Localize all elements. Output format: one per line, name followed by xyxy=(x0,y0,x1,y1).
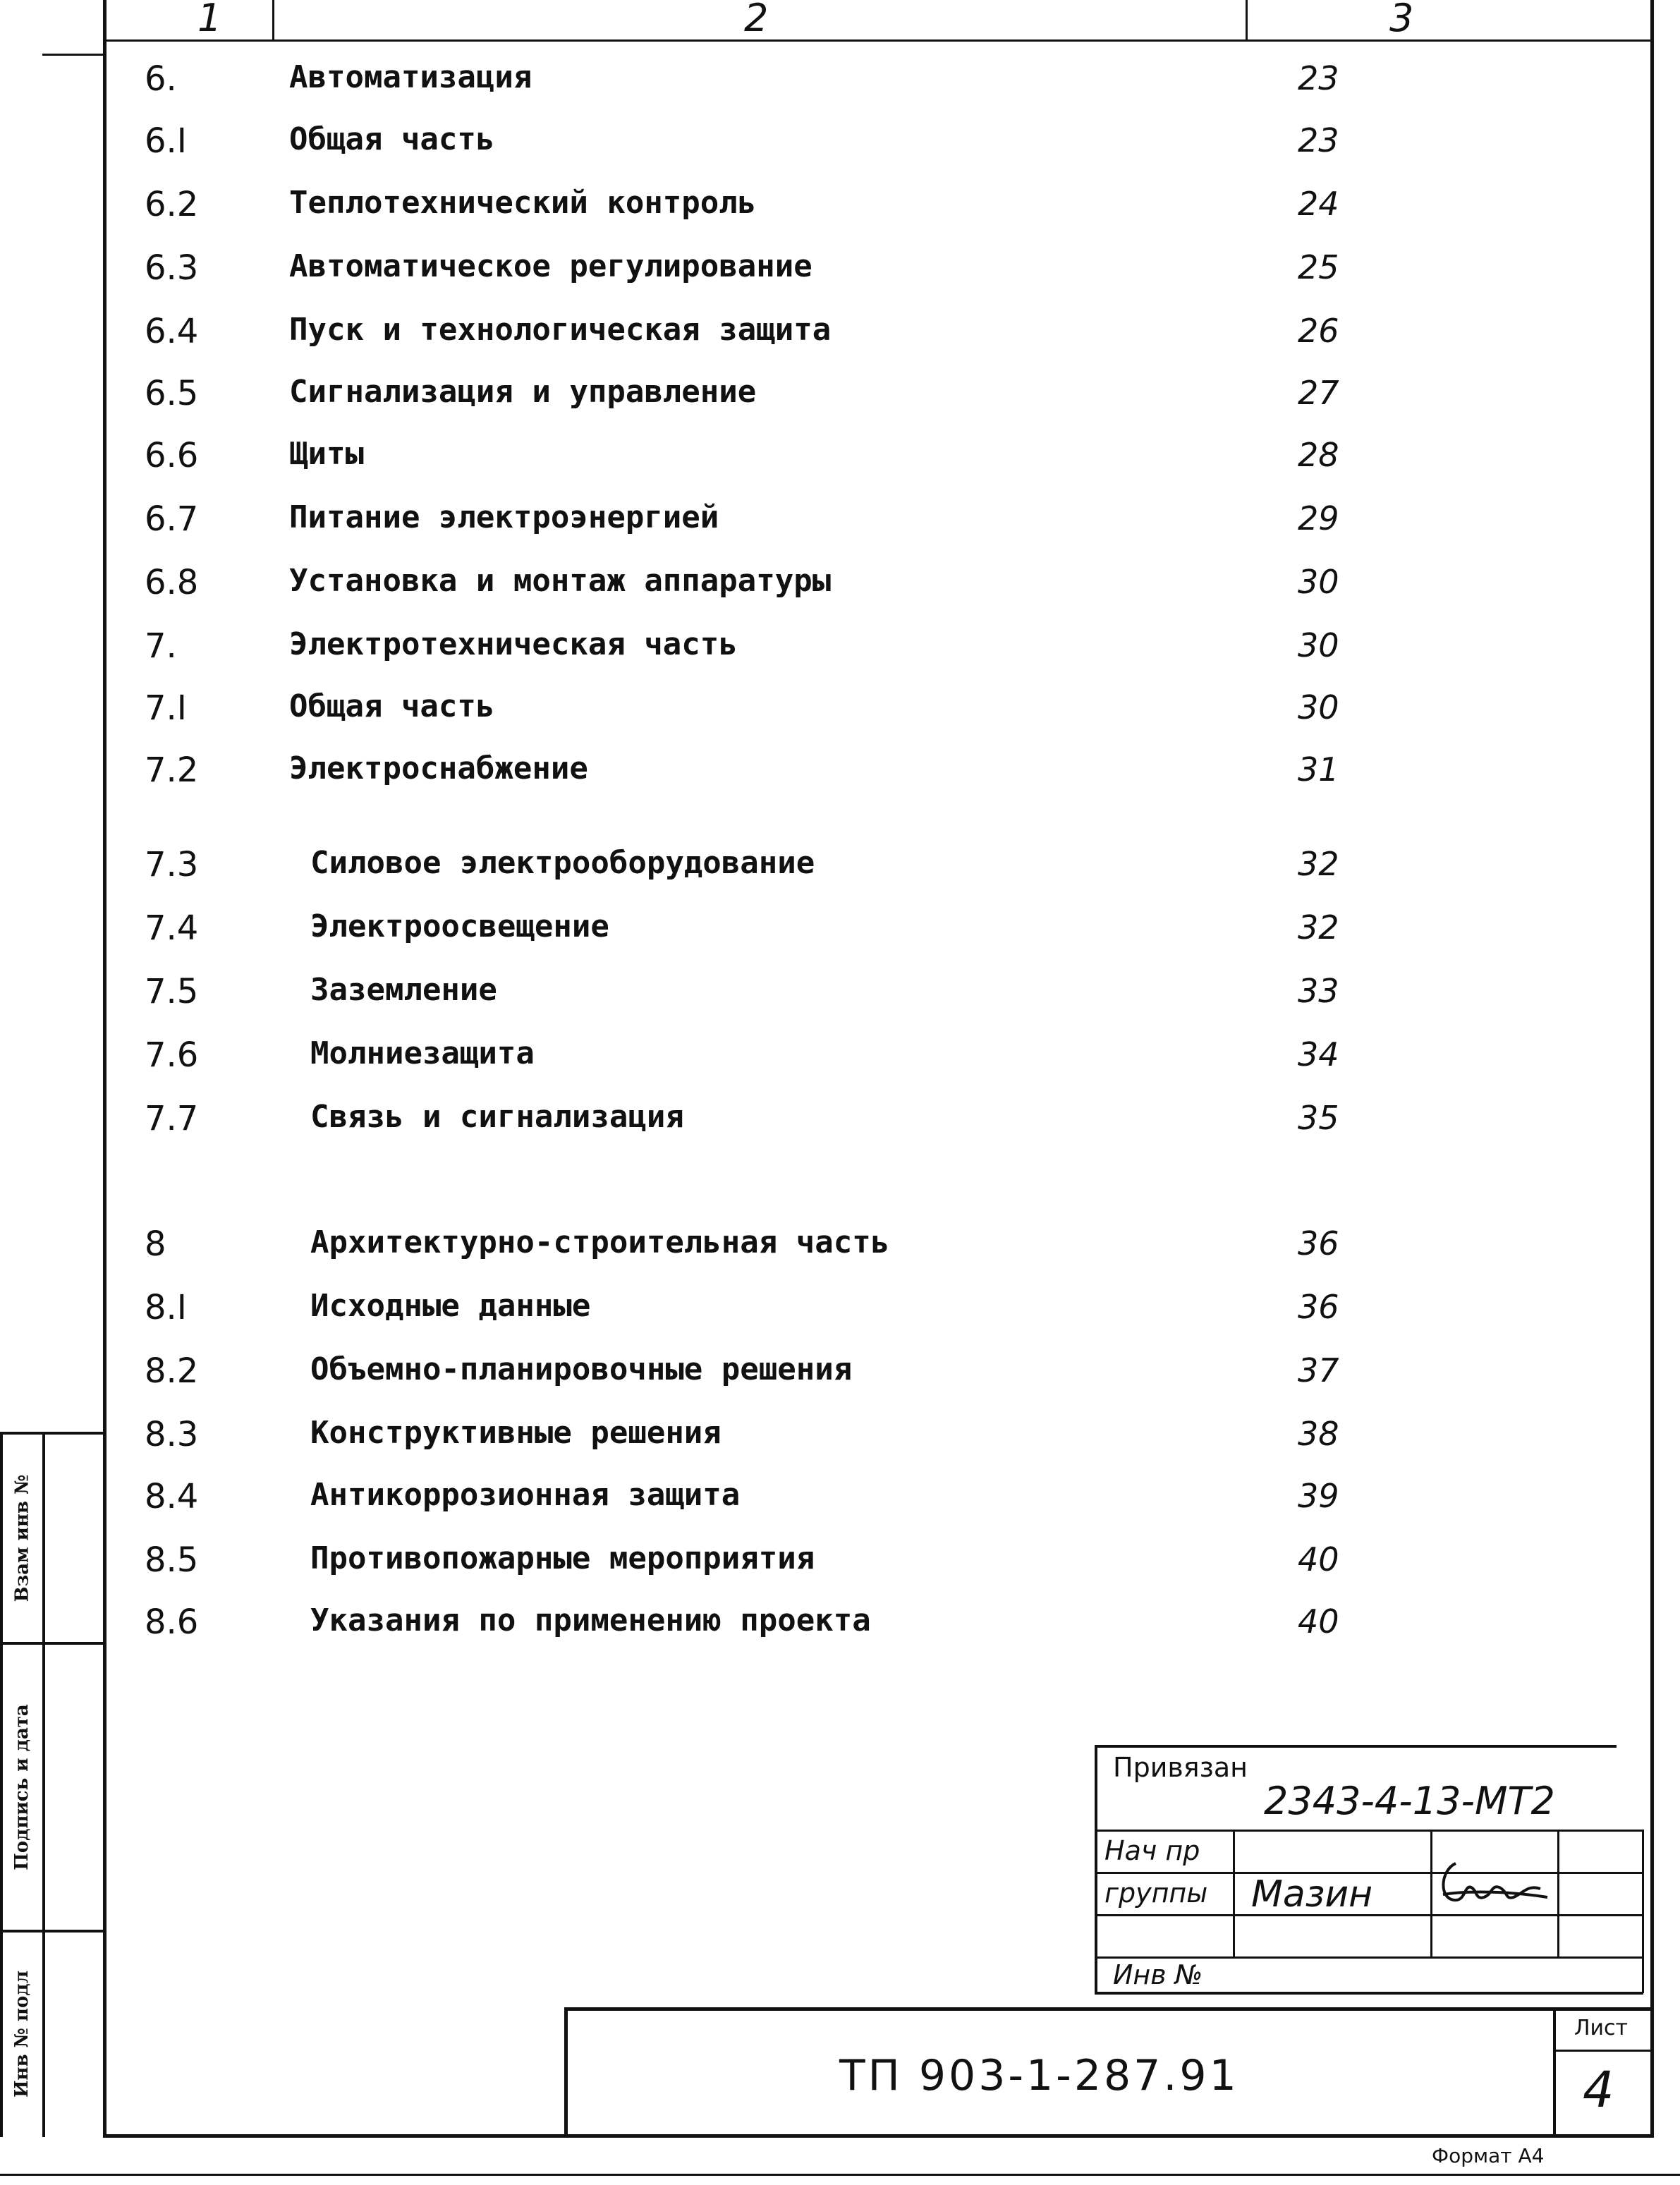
nach-label: Нач пр xyxy=(1104,1835,1200,1866)
section-page: 37 xyxy=(1298,1351,1339,1389)
section-number: 8.I xyxy=(145,1288,187,1327)
contents-row xyxy=(0,248,1680,298)
section-title: Архитектурно-строительная часть xyxy=(310,1224,890,1260)
section-page: 36 xyxy=(1298,1224,1339,1262)
section-title: Пуск и технологическая защита xyxy=(289,312,832,348)
column-header-1: 1 xyxy=(197,0,222,40)
section-page: 29 xyxy=(1298,499,1339,537)
sheet-number: 4 xyxy=(1583,2061,1614,2119)
binding-stamp xyxy=(1095,1739,1645,2000)
section-title: Автоматизация xyxy=(289,59,532,95)
section-number: 6. xyxy=(145,59,177,99)
section-title: Противопожарные мероприятия xyxy=(310,1540,815,1576)
side-label-vzam: Взам инв № xyxy=(11,1474,32,1602)
section-page: 28 xyxy=(1298,436,1339,474)
section-title: Общая часть xyxy=(289,121,495,157)
contents-row xyxy=(0,312,1680,361)
section-page: 32 xyxy=(1298,845,1339,883)
section-page: 23 xyxy=(1298,59,1339,97)
section-page: 40 xyxy=(1298,1602,1339,1641)
signature-graphic xyxy=(1435,1856,1554,1913)
contents-row xyxy=(0,1288,1680,1337)
section-title: Связь и сигнализация xyxy=(310,1099,684,1135)
contents-row xyxy=(0,59,1680,109)
section-number: 6.4 xyxy=(145,312,199,351)
section-title: Антикоррозионная защита xyxy=(310,1477,741,1513)
section-number: 6.6 xyxy=(145,436,199,475)
contents-row xyxy=(0,1035,1680,1085)
section-page: 23 xyxy=(1298,121,1339,159)
section-number: 8.5 xyxy=(145,1540,199,1580)
contents-row xyxy=(0,1224,1680,1274)
section-title: Автоматическое регулирование xyxy=(289,248,812,284)
section-title: Электроснабжение xyxy=(289,750,588,786)
inv-label: Инв № xyxy=(1113,1959,1203,1990)
column-header-3: 3 xyxy=(1389,0,1414,40)
contents-row xyxy=(0,436,1680,485)
sheet-cell-divider xyxy=(1553,2050,1652,2052)
contents-row xyxy=(0,499,1680,549)
column-header-2: 2 xyxy=(744,0,769,40)
section-title: Установка и монтаж аппаратуры xyxy=(289,563,832,599)
contents-row xyxy=(0,1099,1680,1148)
gruppy-label: группы xyxy=(1104,1877,1208,1909)
contents-row xyxy=(0,1602,1680,1652)
contents-row xyxy=(0,563,1680,612)
contents-row xyxy=(0,1351,1680,1401)
contents-row xyxy=(0,845,1680,894)
section-number: 7.3 xyxy=(145,845,199,884)
side-label-podpis: Подпись и дата xyxy=(11,1704,33,1870)
section-page: 33 xyxy=(1298,972,1339,1010)
sheet-label: Лист xyxy=(1574,2016,1629,2040)
section-number: 7.4 xyxy=(145,908,199,948)
section-title: Указания по применению проекта xyxy=(310,1602,871,1638)
section-page: 34 xyxy=(1298,1035,1339,1073)
section-page: 32 xyxy=(1298,908,1339,947)
section-title: Общая часть xyxy=(289,688,495,724)
contents-row xyxy=(0,374,1680,423)
document-code: ТП 903-1-287.91 xyxy=(839,2051,1239,2100)
section-title: Молниезащита xyxy=(310,1035,535,1071)
section-number: 7. xyxy=(145,626,177,666)
section-number: 7.I xyxy=(145,688,187,728)
section-page: 25 xyxy=(1298,248,1339,286)
section-number: 6.7 xyxy=(145,499,199,539)
section-number: 7.5 xyxy=(145,972,199,1011)
section-number: 7.7 xyxy=(145,1099,199,1138)
section-number: 8.4 xyxy=(145,1477,199,1516)
section-page: 27 xyxy=(1298,374,1339,412)
section-page: 38 xyxy=(1298,1415,1339,1453)
section-title: Объемно-планировочные решения xyxy=(310,1351,853,1387)
section-title: Питание электроэнергией xyxy=(289,499,719,535)
contents-row xyxy=(0,185,1680,234)
section-number: 6.2 xyxy=(145,185,199,224)
contents-row xyxy=(0,1477,1680,1526)
side-label-inv: Инв № подл xyxy=(11,1970,32,2098)
contents-row xyxy=(0,972,1680,1021)
section-page: 24 xyxy=(1298,185,1339,223)
section-number: 6.3 xyxy=(145,248,199,288)
contents-row xyxy=(0,1540,1680,1590)
contents-row xyxy=(0,626,1680,676)
contents-row xyxy=(0,688,1680,738)
section-number: 6.8 xyxy=(145,563,199,602)
section-number: 7.2 xyxy=(145,750,199,790)
section-title: Исходные данные xyxy=(310,1288,591,1324)
section-title: Щиты xyxy=(289,436,364,472)
section-title: Электроосвещение xyxy=(310,908,609,944)
title-block-left xyxy=(564,2007,568,2137)
section-page: 30 xyxy=(1298,563,1339,601)
format-note: Формат А4 xyxy=(1432,2144,1545,2167)
contents-row xyxy=(0,1415,1680,1464)
section-page: 39 xyxy=(1298,1477,1339,1515)
page-bottom-rule xyxy=(0,2174,1680,2176)
section-title: Электротехническая часть xyxy=(289,626,738,662)
section-number: 7.6 xyxy=(145,1035,199,1075)
section-page: 35 xyxy=(1298,1099,1339,1137)
title-block-top xyxy=(564,2007,1654,2011)
section-title: Сигнализация и управление xyxy=(289,374,757,410)
section-title: Заземление xyxy=(310,972,497,1008)
frame-bottom-border xyxy=(103,2134,1654,2138)
section-page: 30 xyxy=(1298,688,1339,726)
section-number: 8.2 xyxy=(145,1351,199,1391)
section-page: 40 xyxy=(1298,1540,1339,1578)
section-number: 8 xyxy=(145,1224,166,1264)
contents-row xyxy=(0,750,1680,800)
section-number: 6.I xyxy=(145,121,187,161)
sheet-cell-left xyxy=(1553,2007,1556,2137)
section-title: Силовое электрооборудование xyxy=(310,845,815,881)
section-title: Конструктивные решения xyxy=(310,1415,722,1451)
section-page: 36 xyxy=(1298,1288,1339,1326)
surname: Мазин xyxy=(1251,1873,1373,1916)
privyazan-label: Привязан xyxy=(1113,1752,1248,1783)
section-title: Теплотехнический контроль xyxy=(289,185,757,221)
section-number: 8.6 xyxy=(145,1602,199,1642)
contents-row xyxy=(0,908,1680,958)
privyazan-code: 2343-4-13-МТ2 xyxy=(1264,1779,1555,1823)
section-number: 8.3 xyxy=(145,1415,199,1454)
section-page: 30 xyxy=(1298,626,1339,664)
section-page: 26 xyxy=(1298,312,1339,350)
section-page: 31 xyxy=(1298,750,1339,789)
contents-row xyxy=(0,121,1680,171)
section-number: 6.5 xyxy=(145,374,199,413)
